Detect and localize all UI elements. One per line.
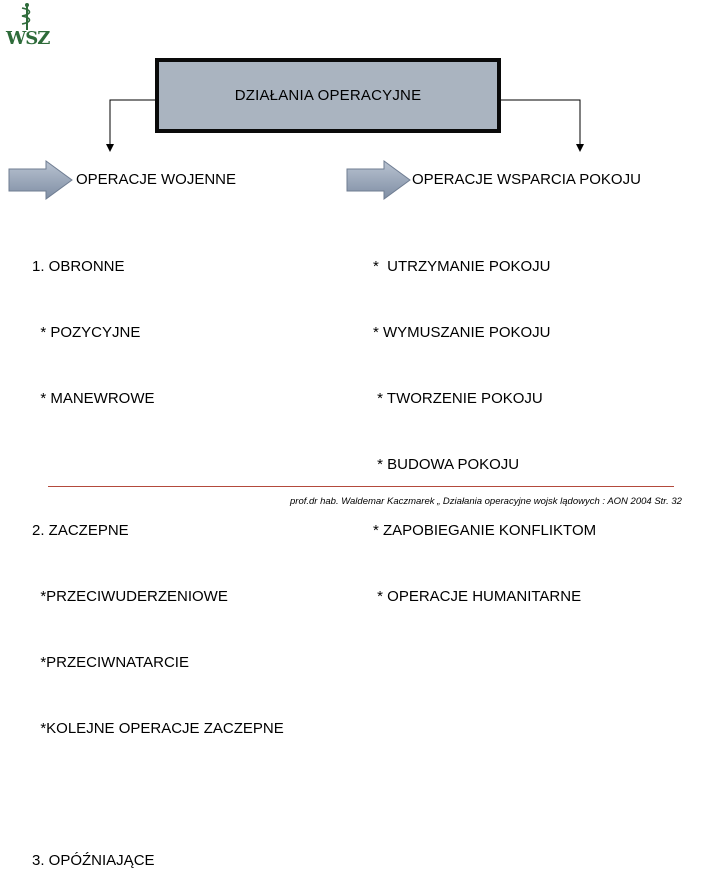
list-item: * UTRZYMANIE POKOJU	[373, 258, 551, 275]
left-connector-arrowhead	[106, 144, 114, 152]
main-title: DZIAŁANIA OPERACYJNE	[234, 87, 422, 104]
right-connector-arrowhead	[576, 144, 584, 152]
footer-rule	[48, 486, 674, 487]
list-item: *PRZECIWNATARCIE	[32, 654, 189, 671]
left-list	[32, 212, 284, 894]
right-block-arrow-icon	[346, 160, 412, 200]
list-item: 3. OPÓŹNIAJĄCE	[32, 852, 155, 869]
list-item: *PRZECIWUDERZENIOWE	[32, 588, 228, 605]
right-connector	[501, 100, 580, 146]
list-item: * BUDOWA POKOJU	[373, 456, 520, 473]
left-block-arrow-icon	[8, 160, 74, 200]
list-item	[32, 784, 284, 806]
logo-text: WSZ	[6, 28, 50, 49]
right-list	[373, 212, 596, 630]
list-item: 2. ZACZEPNE	[32, 522, 129, 539]
footer-citation: prof.dr hab. Waldemar Kaczmarek „ Działania operacyjne wojsk lądowych : AON 2004 Str. 32	[290, 496, 682, 507]
list-item: * ZAPOBIEGANIE KONFLIKTOM	[373, 522, 597, 539]
left-connector	[110, 100, 155, 146]
list-item: 1. OBRONNE	[32, 258, 125, 275]
list-item: *KOLEJNE OPERACJE ZACZEPNE	[32, 720, 284, 737]
right-column-heading: OPERACJE WSPARCIA POKOJU	[412, 171, 641, 188]
list-item: * TWORZENIE POKOJU	[373, 390, 543, 407]
list-item: * MANEWROWE	[32, 390, 155, 407]
list-item: * OPERACJE HUMANITARNE	[373, 588, 582, 605]
list-item: * WYMUSZANIE POKOJU	[373, 324, 551, 341]
list-item	[32, 454, 284, 476]
list-item: * POZYCYJNE	[32, 324, 141, 341]
left-column-heading: OPERACJE WOJENNE	[76, 171, 237, 188]
